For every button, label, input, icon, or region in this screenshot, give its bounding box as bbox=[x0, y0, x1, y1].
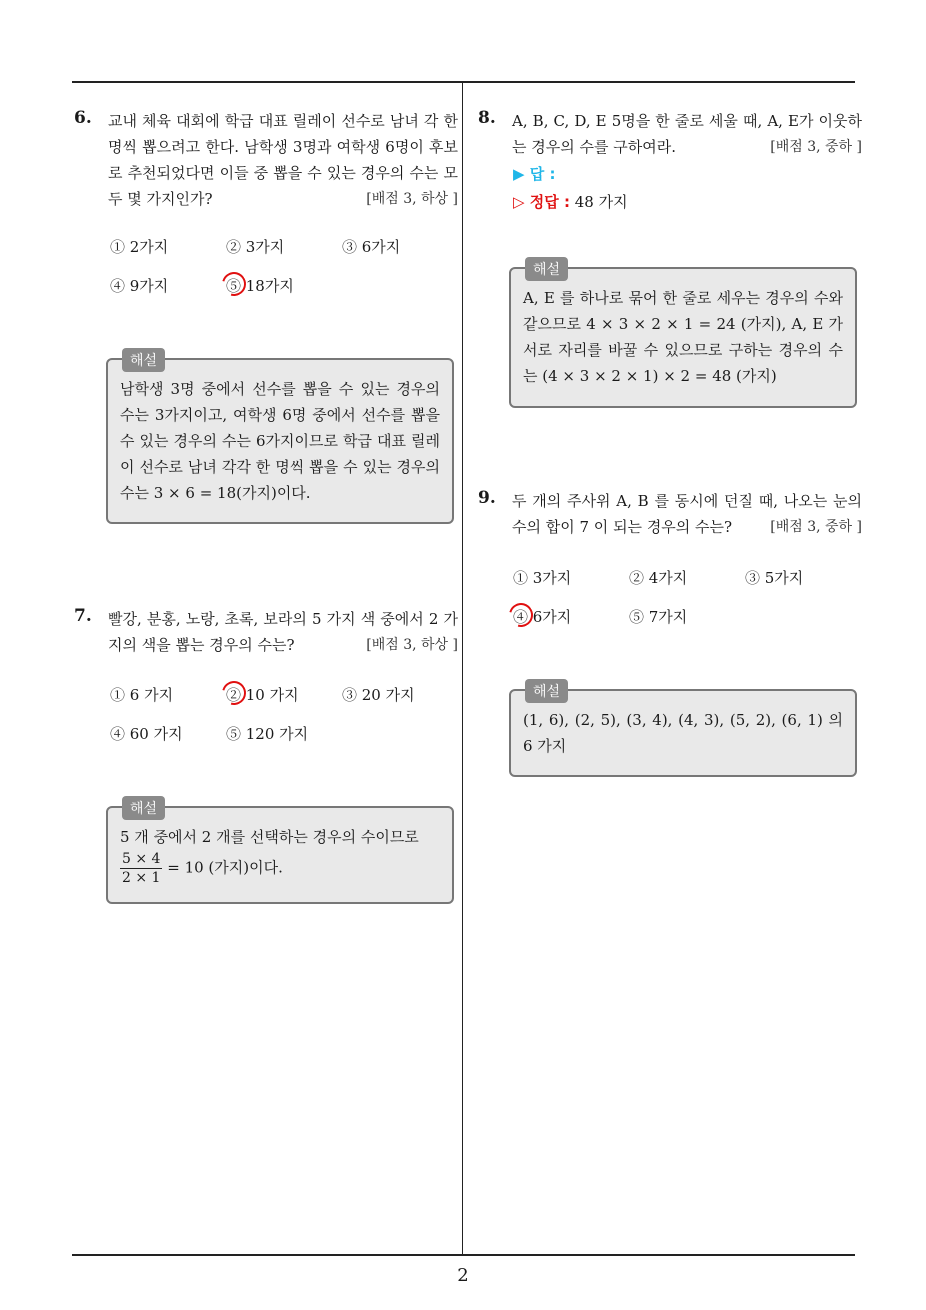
explanation-box-7 bbox=[106, 801, 454, 904]
question-number: 7. bbox=[74, 606, 92, 626]
choice-2[interactable]: ② 3가지 bbox=[226, 238, 285, 256]
choice-3[interactable]: ③ 5가지 bbox=[745, 569, 804, 587]
column-divider bbox=[462, 83, 463, 1255]
choices-7 bbox=[110, 684, 450, 754]
choice-1[interactable]: ① 6 가지 bbox=[110, 686, 174, 704]
explanation-box-6 bbox=[106, 353, 454, 524]
fraction bbox=[120, 850, 162, 887]
choice-5[interactable]: ⑤ 7가지 bbox=[629, 608, 688, 626]
choices-9 bbox=[513, 567, 853, 637]
choice-1[interactable]: ① 3가지 bbox=[513, 569, 572, 587]
explanation-text bbox=[120, 824, 440, 887]
choice-2[interactable]: ② 10 가지 bbox=[226, 686, 299, 704]
question-number: 6. bbox=[74, 108, 92, 128]
score-meta: [배점 3, 하상 ] bbox=[366, 637, 458, 653]
choice-5[interactable]: ⑤ 120 가지 bbox=[226, 725, 309, 743]
question-text: 교내 체육 대회에 학급 대표 릴레이 선수로 남녀 각 한 명씩 뽑으려고 한다. 남학생 3명과 여학생 6명이 후보로 추천되었다면 이들 중 뽑을 수 있는 경우의 수는 모두 몇 가지인가? [배점 3, 하상 ] bbox=[108, 108, 458, 212]
explanation-box-8 bbox=[509, 262, 857, 408]
choice-5[interactable]: ⑤ 18가지 bbox=[226, 277, 294, 295]
question-number: 8. bbox=[478, 108, 496, 128]
bottom-rule bbox=[72, 1254, 855, 1256]
explanation-line-2: $\frac{5 \times 4}{2 \times 1}$ = 10 (가지)이다. bbox=[122, 851, 283, 886]
fraction-numerator: 5 × 4 bbox=[122, 851, 161, 867]
explanation-tag: 해설 bbox=[122, 796, 165, 820]
question-text: A, B, C, D, E 5명을 한 줄로 세울 때, A, E가 이웃하는 경우의 수를 구하여라. [배점 3, 중하 ] bbox=[512, 108, 862, 160]
question-text: 두 개의 주사위 A, B 를 동시에 던질 때, 나오는 눈의 수의 합이 7 이 되는 경우의 수는? [배점 3, 중하 ] bbox=[512, 488, 862, 540]
explanation-tag: 해설 bbox=[122, 348, 165, 372]
correct-answer-row bbox=[513, 191, 628, 212]
score-meta: [배점 3, 하상 ] bbox=[366, 191, 458, 207]
choice-4[interactable]: ④ 6가지 bbox=[513, 608, 572, 626]
choice-4[interactable]: ④ 60 가지 bbox=[110, 725, 183, 743]
explanation-text: (1, 6), (2, 5), (3, 4), (4, 3), (5, 2), (6, 1) 의 6 가지 bbox=[523, 711, 843, 755]
fraction-denominator: 2 × 1 bbox=[122, 870, 161, 886]
explanation-text: 남학생 3명 중에서 선수를 뽑을 수 있는 경우의 수는 3가지이고, 여학생 6명 중에서 선수를 뽑을 수 있는 경우의 수는 6가지이므로 학급 대표 릴레이 선수로 남녀 각각 한 명씩 뽑을 수 있는 경우의 수는 3 × 6 = 18(가지)이다. bbox=[120, 380, 440, 502]
question-number: 9. bbox=[478, 488, 496, 508]
question-text: 빨강, 분홍, 노랑, 초록, 보라의 5 가지 색 중에서 2 가지의 색을 뽑는 경우의 수는? [배점 3, 하상 ] bbox=[108, 606, 458, 658]
page-number: 2 bbox=[457, 1265, 469, 1286]
explanation-tag: 해설 bbox=[525, 257, 568, 281]
explanation-line-1: 5 개 중에서 2 개를 선택하는 경우의 수이므로 bbox=[120, 828, 419, 846]
question-6 bbox=[74, 108, 459, 218]
choice-2[interactable]: ② 4가지 bbox=[629, 569, 688, 587]
choices-6 bbox=[110, 236, 450, 306]
choice-3[interactable]: ③ 6가지 bbox=[342, 238, 401, 256]
score-meta: [배점 3, 중하 ] bbox=[770, 519, 862, 535]
answer-input-label[interactable]: ▶ 답 : bbox=[513, 165, 556, 183]
choice-4[interactable]: ④ 9가지 bbox=[110, 277, 169, 295]
explanation-tag: 해설 bbox=[525, 679, 568, 703]
explanation-box-9 bbox=[509, 684, 857, 777]
explanation-text: A, E 를 하나로 묶어 한 줄로 세우는 경우의 수와 같으므로 4 × 3 × 2 × 1 = 24 (가지), A, E 가 서로 자리를 바꿀 수 있으므로 구하는 경우의 수는 (4 × 3 × 2 × 1) × 2 = 48 (가지) bbox=[523, 289, 843, 385]
question-8 bbox=[478, 108, 863, 164]
score-meta: [배점 3, 중하 ] bbox=[770, 139, 862, 155]
question-9 bbox=[478, 488, 863, 544]
choice-3[interactable]: ③ 20 가지 bbox=[342, 686, 415, 704]
correct-answer-label: ▷ 정답 : bbox=[513, 193, 570, 211]
correct-answer-value: 48 가지 bbox=[574, 193, 628, 211]
question-7 bbox=[74, 606, 459, 662]
choice-1[interactable]: ① 2가지 bbox=[110, 238, 169, 256]
top-rule bbox=[72, 81, 855, 83]
